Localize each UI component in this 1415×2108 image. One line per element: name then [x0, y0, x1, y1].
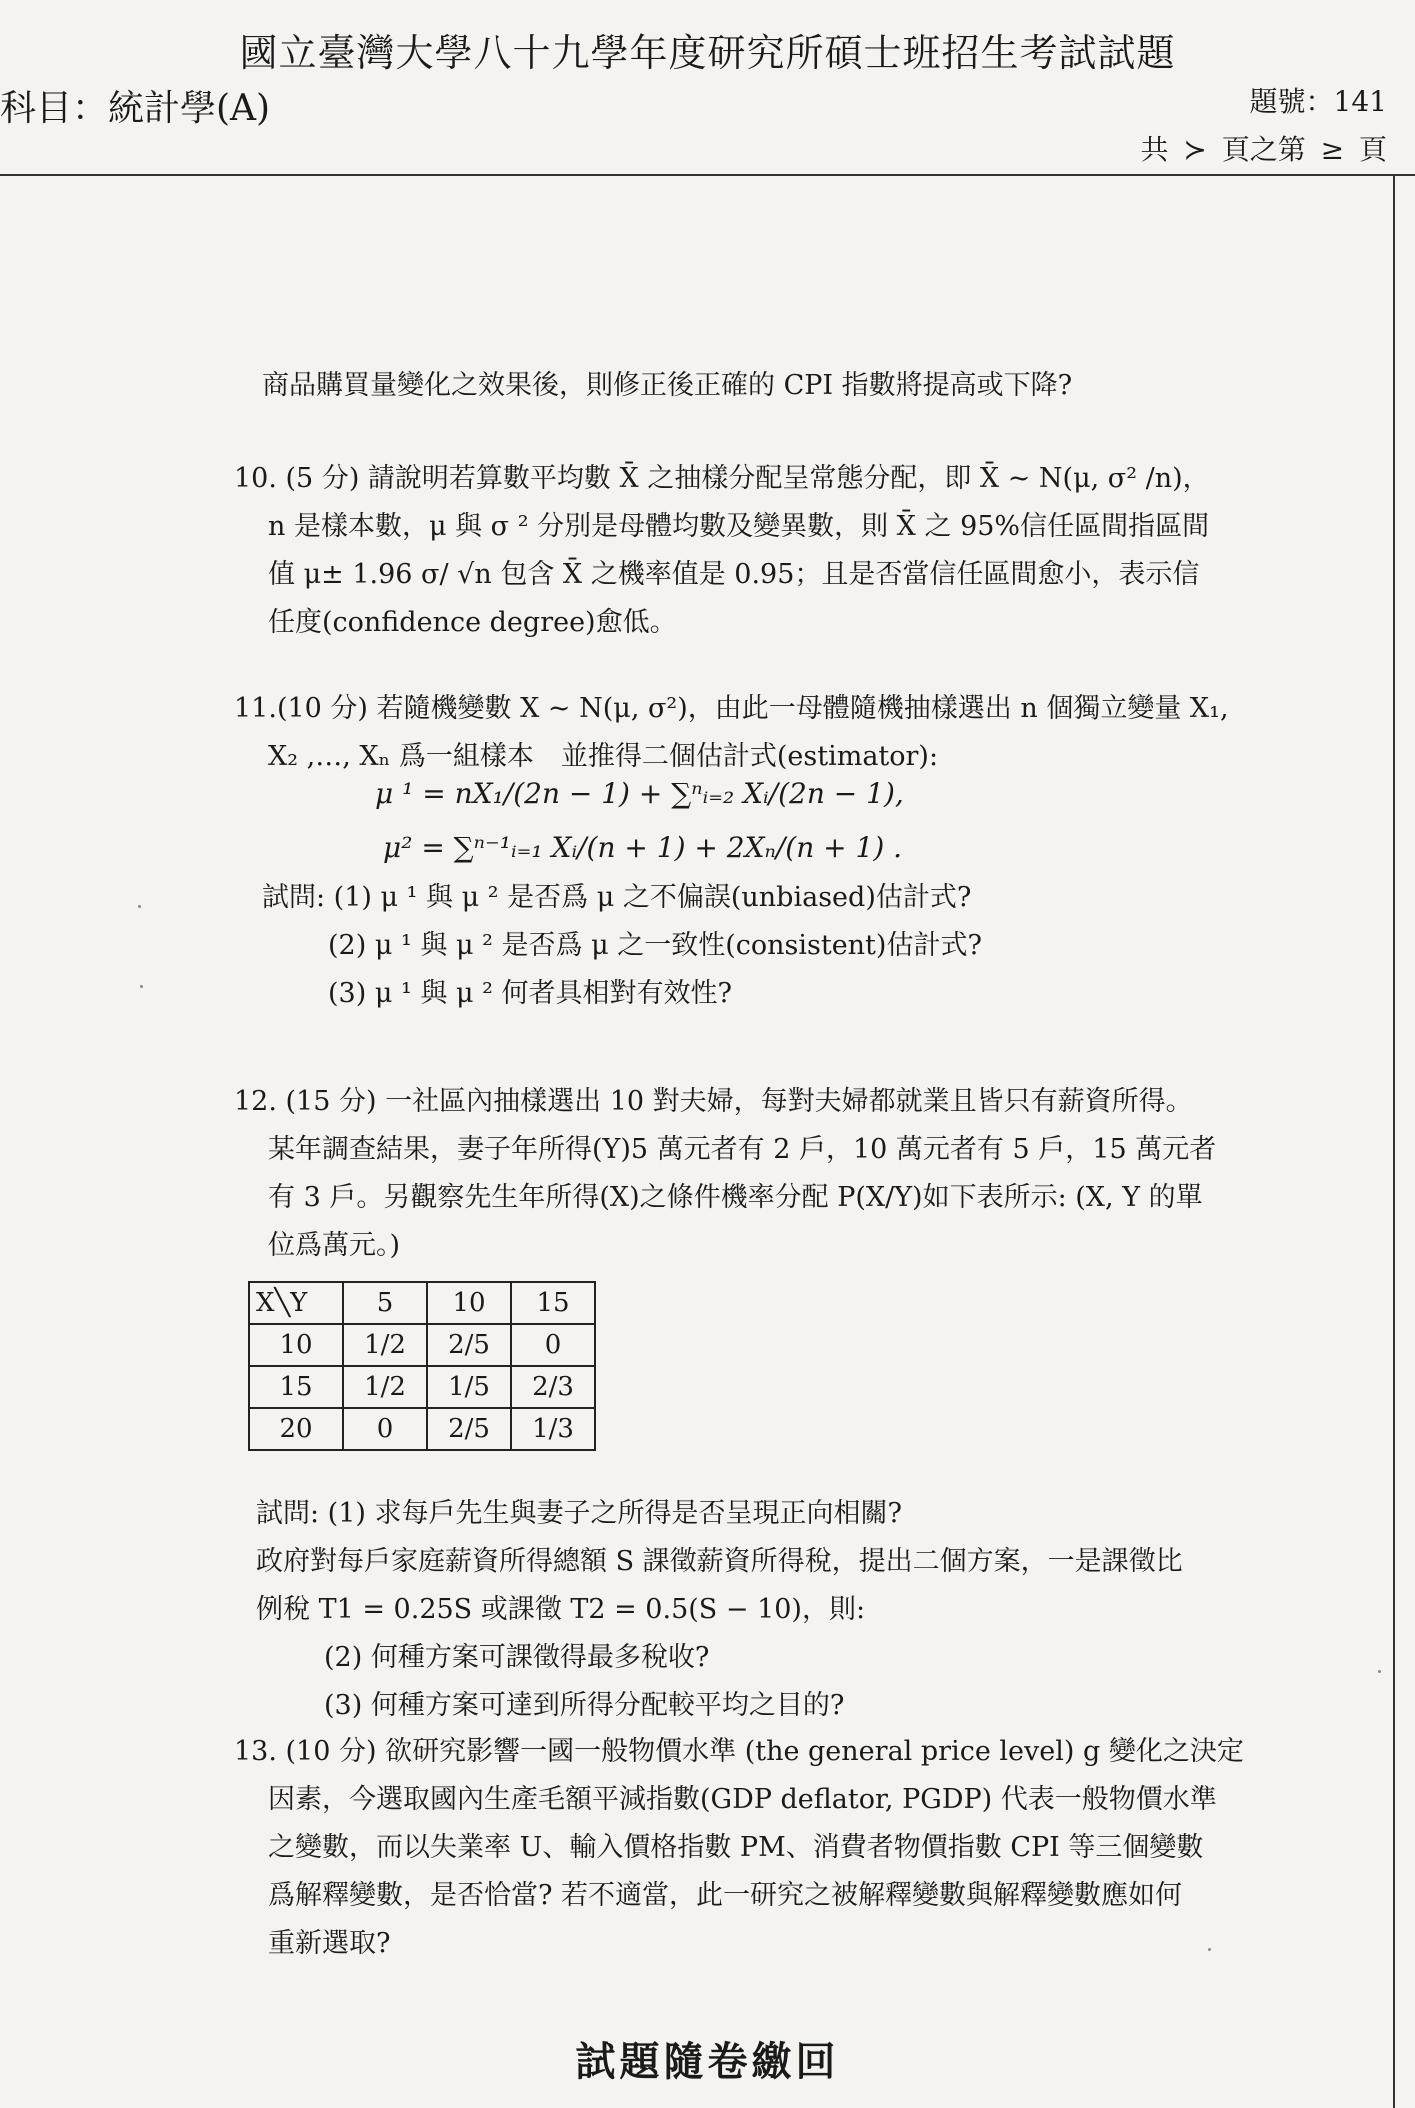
table-cell: 1/2: [343, 1366, 427, 1408]
question-11: [234, 685, 1229, 781]
table-header-cell: 10: [427, 1282, 511, 1324]
scan-speck: [1208, 1948, 1211, 1951]
table-row-label: 15: [249, 1366, 343, 1408]
question-13: [234, 1728, 1244, 1968]
table-cell: 1/2: [343, 1324, 427, 1366]
table-corner-cell: X╲Y: [249, 1282, 343, 1324]
q10-line: 10. (5 分) 請說明若算數平均數 X̄ 之抽樣分配呈常態分配，即 X̄ ~ N(μ, σ² /n)，: [234, 463, 1210, 494]
estimator-formula-1: μ ¹ = nX₁/(2n − 1) + ∑ⁿᵢ₌₂ Xᵢ/(2n − 1),: [375, 777, 904, 810]
page-indicator: 共 ≻ 頁之第 ≥ 頁: [1140, 133, 1387, 166]
q11-question: (2) μ ¹ 與 μ ² 是否爲 μ 之一致性(consistent)估計式?: [328, 930, 982, 961]
question-10: [234, 455, 1210, 647]
table-cell: 2/5: [427, 1408, 511, 1450]
q12-line: 位爲萬元。): [268, 1230, 401, 1261]
return-exam-notice: 試題隨卷繳回: [575, 2038, 840, 2085]
scan-speck: [138, 905, 141, 908]
table-row-label: 20: [249, 1408, 343, 1450]
q13-line: 因素，今選取國內生產毛額平減指數(GDP deflator, PGDP) 代表一般物價水準: [268, 1784, 1217, 1815]
table-row: [249, 1366, 595, 1408]
q10-line: 任度(confidence degree)愈低。: [268, 607, 677, 638]
scan-speck: [1378, 1670, 1381, 1673]
q12-followup-line: 例稅 T1 = 0.25S 或課徵 T2 = 0.5(S − 10)，則:: [256, 1594, 866, 1625]
q11-questions: [262, 874, 982, 1018]
table-cell: 1/5: [427, 1366, 511, 1408]
table-header-cell: 5: [343, 1282, 427, 1324]
table-cell: 1/3: [511, 1408, 595, 1450]
subject-label: 科目：統計學(A): [0, 88, 271, 129]
q11-question: 試問: (1) μ ¹ 與 μ ² 是否爲 μ 之不偏誤(unbiased)估計式?: [262, 882, 972, 913]
q10-line: 值 μ± 1.96 σ/ √n 包含 X̄ 之機率值是 0.95；且是否當信任區間愈小，表示信: [268, 559, 1200, 590]
q12-followup-line: 政府對每戶家庭薪資所得總額 S 課徵薪資所得稅，提出二個方案，一是課徵比: [256, 1546, 1183, 1577]
table-row: [249, 1324, 595, 1366]
scan-speck: [140, 985, 143, 988]
q13-line: 爲解釋變數，是否恰當? 若不適當，此一研究之被解釋變數與解釋變數應如何: [268, 1880, 1183, 1911]
q13-line: 13. (10 分) 欲研究影響一國一般物價水準 (the general price level) g 變化之決定: [234, 1736, 1244, 1767]
q9-tail-text: 商品購買量變化之效果後，則修正後正確的 CPI 指數將提高或下降?: [262, 370, 1073, 401]
table-cell: 0: [511, 1324, 595, 1366]
q12-followup: [256, 1490, 1183, 1730]
q11-question: (3) μ ¹ 與 μ ² 何者具相對有效性?: [328, 978, 732, 1009]
estimator-formula-2: μ² = ∑ⁿ⁻¹ᵢ₌₁ Xᵢ/(n + 1) + 2Xₙ/(n + 1) .: [383, 831, 903, 864]
table-cell: 2/5: [427, 1324, 511, 1366]
table-cell: 2/3: [511, 1366, 595, 1408]
q12-line: 某年調查結果，妻子年所得(Y)5 萬元者有 2 戶，10 萬元者有 5 戶，15 萬元者: [268, 1134, 1217, 1165]
table-cell: 0: [343, 1408, 427, 1450]
q10-line: n 是樣本數，μ 與 σ ² 分別是母體均數及變異數，則 X̄ 之 95%信任區間指區間: [268, 511, 1210, 542]
q13-line: 重新選取?: [268, 1928, 391, 1959]
q12-followup-line: 試問: (1) 求每戶先生與妻子之所得是否呈現正向相關?: [256, 1498, 902, 1529]
q12-line: 12. (15 分) 一社區內抽樣選出 10 對夫婦，每對夫婦都就業且皆只有薪資所得。: [234, 1086, 1193, 1117]
conditional-probability-table: [248, 1281, 596, 1451]
table-row: [249, 1408, 595, 1450]
q11-line: 11.(10 分) 若隨機變數 X ~ N(μ, σ²)，由此一母體隨機抽樣選出 n 個獨立變量 X₁,: [234, 693, 1229, 724]
exam-title: 國立臺灣大學八十九學年度研究所碩士班招生考試試題: [239, 31, 1176, 75]
table-header-row: [249, 1282, 595, 1324]
q12-subquestion: (2) 何種方案可課徵得最多稅收?: [324, 1642, 710, 1673]
question-number: 題號：141: [1249, 85, 1387, 118]
q11-line: X₂ ,…, Xₙ 爲一組樣本 並推得二個估計式(estimator):: [268, 741, 939, 772]
q13-line: 之變數，而以失業率 U、輸入價格指數 PM、消費者物價指數 CPI 等三個變數: [268, 1832, 1204, 1863]
table-row-label: 10: [249, 1324, 343, 1366]
q12-subquestion: (3) 何種方案可達到所得分配較平均之目的?: [324, 1690, 845, 1721]
q12-line: 有 3 戶。另觀察先生年所得(X)之條件機率分配 P(X/Y)如下表所示: (X, Y 的單: [268, 1182, 1203, 1213]
table-header-cell: 15: [511, 1282, 595, 1324]
question-12: [234, 1078, 1216, 1270]
